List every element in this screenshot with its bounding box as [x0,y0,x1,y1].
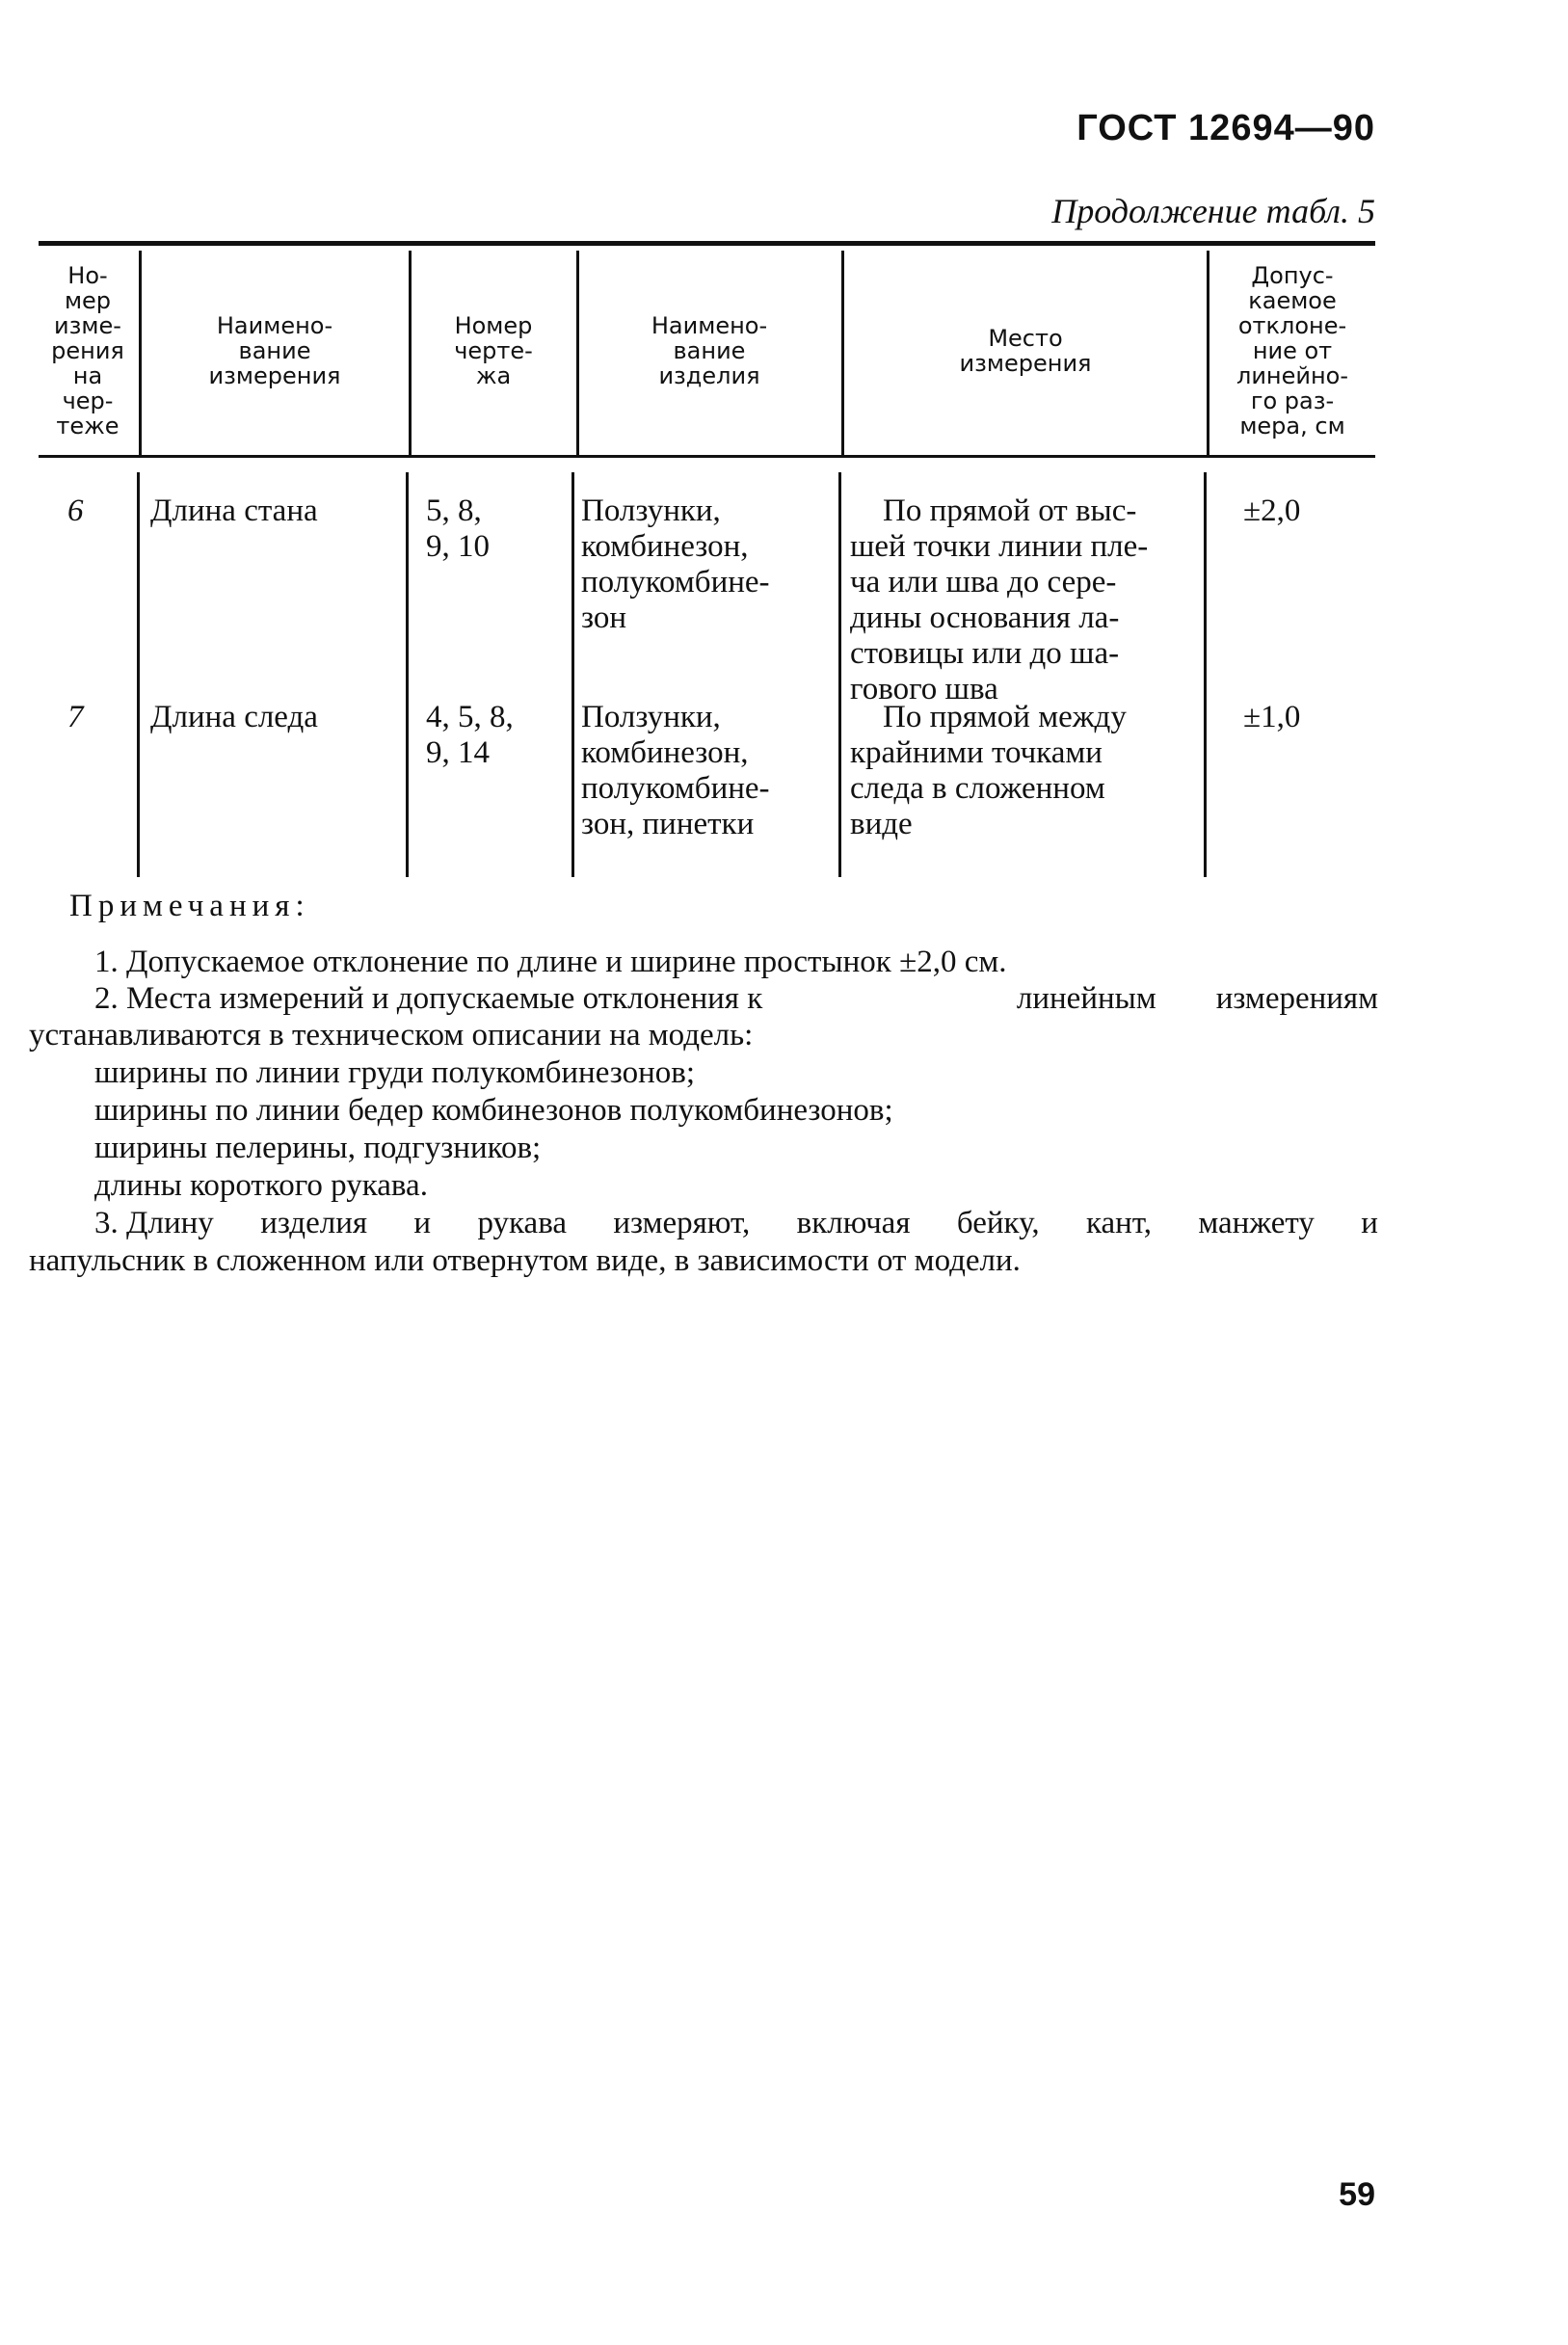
note-1: 1. Допускаемое отклонение по длине и ширине простынок ±2,0 см. [94,945,1007,979]
header-cell-item-name: Наимено- вание изделия [651,312,768,389]
col-divider [137,472,140,877]
note-3-line-2: напульсник в сложенном или отвернутом виде, в зависимости от модели. [29,1243,1021,1278]
table-header-rule [39,455,1375,458]
item-name: Ползунки, комбинезон, полукомбине- зон, пинетки [581,700,770,841]
note-2-line-1: 2. Места измерений и допускаемые отклонения к линейным измерениям [94,981,1378,1016]
page-number: 59 [1339,2176,1375,2213]
notes-title: Примечания: [69,889,310,923]
row-number: 7 [67,700,84,734]
measurements-table [39,241,1375,877]
measure-place: По прямой от выс- шей точки линии пле- ча или шва до сере- дины основания ла- стовицы или до ша- гового шва [850,493,1149,706]
note-2-item: ширины пелерины, подгузников; [94,1131,542,1165]
header-cell-drawing-number: Номер черте- жа [454,312,533,389]
col-divider [406,472,409,877]
note-2-line-2: устанавливаются в техническом описании на модель: [29,1018,754,1053]
col-divider [571,472,574,877]
doc-code: ГОСТ 12694—90 [1076,108,1375,148]
col-divider [838,472,841,877]
measure-place: По прямой между крайними точками следа в сложенном виде [850,700,1127,841]
drawing-number: 4, 5, 8, 9, 14 [426,700,514,770]
note-2-item: длины короткого рукава. [94,1168,428,1203]
header-cell-measure-name: Наимено- вание измерения [208,312,341,389]
col-divider [1204,472,1207,877]
note-2-item: ширины по линии груди полукомбинезонов; [94,1055,696,1090]
header-cell-number: Но- мер изме- рения на чер- теже [51,262,124,440]
drawing-number: 5, 8, 9, 10 [426,493,490,564]
item-name: Ползунки, комбинезон, полукомбине- зон [581,493,770,635]
note-3-line-1: 3. Длину изделия и рукава измеряют, включая бейку, кант, манжету и [94,1206,1378,1240]
header-cell-tolerance: Допус- каемое отклоне- ние от линейно- го раз- мера, см [1236,262,1349,440]
tolerance-value: ±1,0 [1243,700,1301,734]
table-caption: Продолжение табл. 5 [1051,192,1375,230]
note-2-item: ширины по линии бедер комбинезонов полукомбинезонов; [94,1093,893,1128]
measure-name: Длина следа [150,700,318,734]
header-cell-place: Место измерения [959,325,1092,377]
row-number: 6 [67,493,84,528]
measure-name: Длина стана [150,493,318,528]
table-top-rule [39,241,1375,246]
tolerance-value: ±2,0 [1243,493,1301,528]
